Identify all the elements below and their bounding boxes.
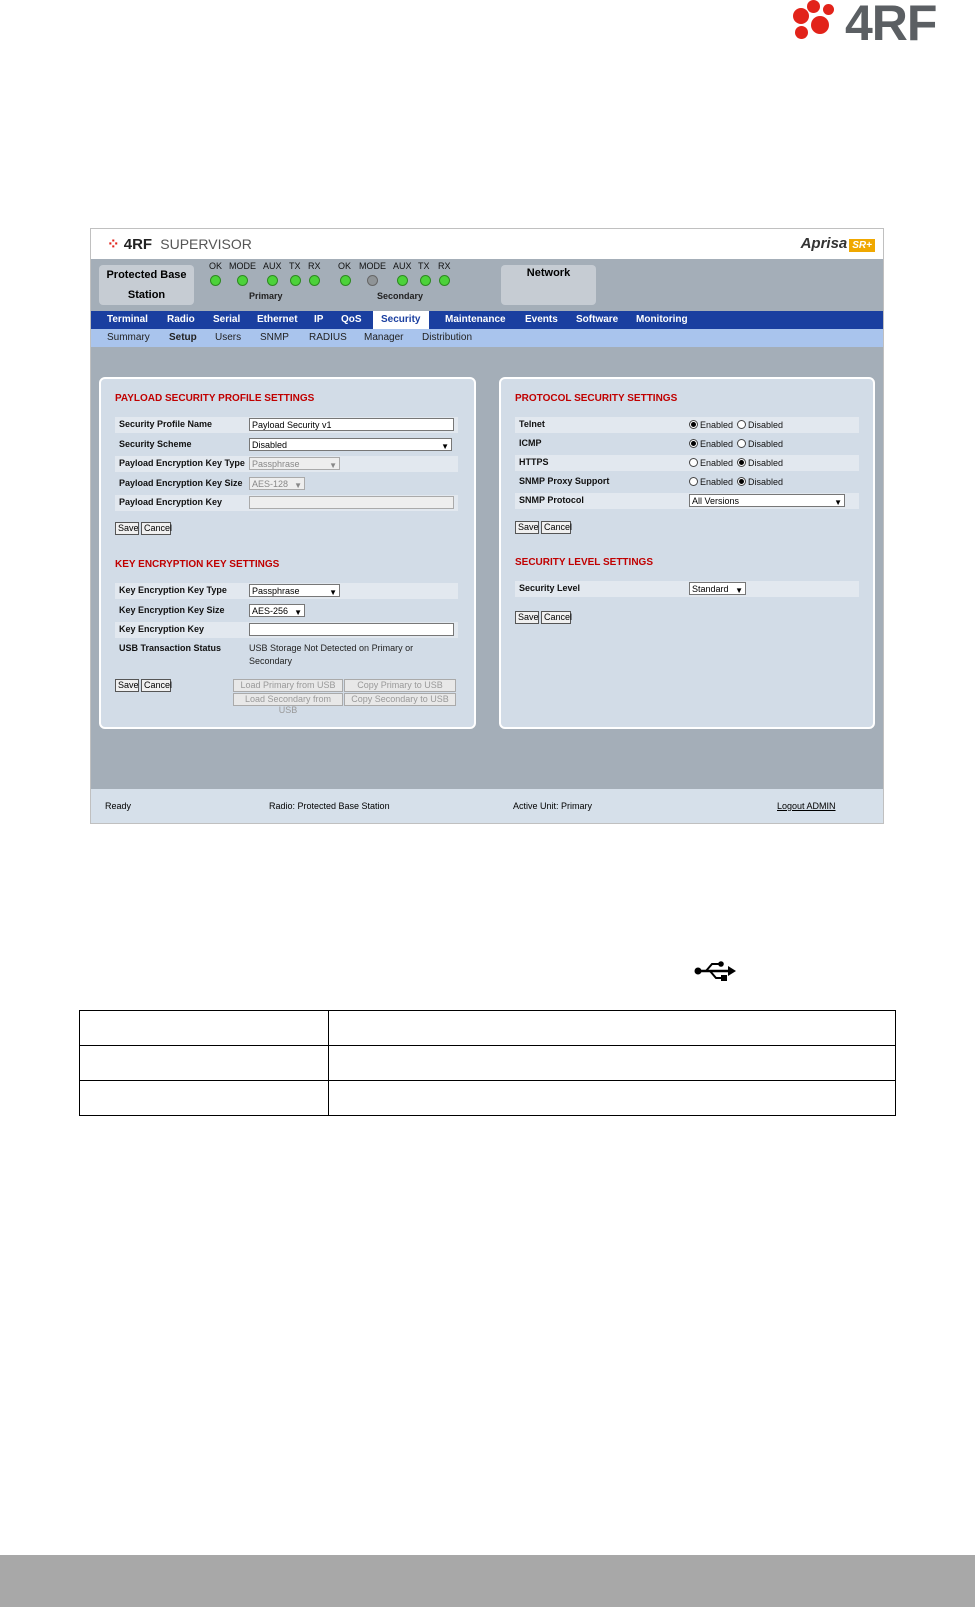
ready-status: Ready [105, 801, 132, 811]
security-scheme-label: Security Scheme [119, 439, 192, 449]
security-level-select[interactable]: Standard ▼ [689, 582, 746, 595]
led-label-ok: OK [338, 261, 352, 271]
protocol-cancel-button[interactable]: Cancel [541, 521, 571, 534]
kek-type-select[interactable]: Passphrase ▼ [249, 584, 340, 597]
subtab-summary[interactable]: Summary [107, 332, 150, 343]
secondary-ok-led [340, 275, 351, 286]
table-row [80, 1046, 896, 1081]
icmp-disabled-radio[interactable] [737, 439, 746, 448]
kek-key-row [115, 622, 458, 638]
https-row: HTTPS Enabled Disabled [515, 455, 859, 471]
telnet-disabled-radio[interactable] [737, 420, 746, 429]
copy-primary-button[interactable]: Copy Primary to USB [344, 679, 456, 692]
protocol-save-button[interactable]: Save [515, 521, 539, 534]
primary-aux-led [267, 275, 278, 286]
payload-security-title: PAYLOAD SECURITY PROFILE SETTINGS [115, 393, 315, 404]
network-box[interactable]: Network [501, 265, 596, 305]
chevron-down-icon: ▼ [329, 461, 337, 470]
subtab-snmp[interactable]: SNMP [260, 332, 289, 343]
protocol-security-title: PROTOCOL SECURITY SETTINGS [515, 393, 678, 404]
snmp-proxy-label: SNMP Proxy Support [519, 476, 610, 486]
payload-security-panel [99, 377, 476, 729]
usb-icon [694, 960, 736, 982]
key-size-row [115, 476, 458, 492]
snmp-proxy-row: SNMP Proxy Support Enabled Disabled [519, 476, 784, 487]
table-row [80, 1081, 896, 1116]
key-size-label: Payload Encryption Key Size [119, 478, 243, 488]
product-logo: Aprisa SR+ [801, 235, 875, 252]
sub-nav [91, 329, 883, 347]
subtab-setup[interactable]: Setup [169, 332, 197, 343]
payload-key-row [115, 495, 458, 511]
led-label-rx: RX [438, 261, 451, 271]
primary-ok-led [210, 275, 221, 286]
usb-status-row [115, 641, 458, 669]
brand-logo [793, 0, 963, 51]
kek-size-label: Key Encryption Key Size [119, 605, 225, 615]
secondary-mode-led [367, 275, 378, 286]
kek-title: KEY ENCRYPTION KEY SETTINGS [115, 559, 280, 570]
kek-size-select[interactable]: AES-256 ▼ [249, 604, 305, 617]
payload-cancel-button[interactable]: Cancel [141, 522, 171, 535]
subtab-users[interactable]: Users [215, 332, 242, 343]
chevron-down-icon: ▼ [329, 588, 337, 597]
primary-label: Primary [249, 291, 283, 301]
security-scheme-row [115, 437, 458, 453]
load-secondary-button[interactable]: Load Secondary from USB [233, 693, 343, 706]
kek-cancel-button[interactable]: Cancel [141, 679, 171, 692]
icmp-row: ICMP Enabled Disabled [519, 438, 784, 449]
chevron-down-icon: ▼ [294, 608, 302, 617]
snmp-proxy-disabled-radio[interactable] [737, 477, 746, 486]
led-label-mode: MODE [359, 261, 386, 271]
chevron-down-icon: ▼ [294, 481, 302, 490]
secondary-rx-led [439, 275, 450, 286]
protocol-security-panel [499, 377, 875, 729]
telnet-label: Telnet [519, 419, 545, 429]
snmp-protocol-label: SNMP Protocol [519, 495, 584, 505]
subtab-manager[interactable]: Manager [364, 332, 404, 343]
primary-mode-led [237, 275, 248, 286]
tab-ip[interactable]: IP [314, 314, 324, 325]
chevron-down-icon: ▼ [441, 442, 449, 451]
profile-name-row [115, 417, 458, 433]
legend-table [79, 1010, 896, 1116]
tab-security[interactable]: Security [373, 311, 429, 329]
secondary-tx-led [420, 275, 431, 286]
tab-serial[interactable]: Serial [213, 314, 241, 325]
telnet-row: Telnet Enabled Disabled [515, 417, 859, 433]
brand-logo-text: 4RF [845, 0, 937, 51]
led-label-tx: TX [418, 261, 430, 271]
icmp-label: ICMP [519, 438, 542, 448]
telnet-enabled-radio[interactable] [689, 420, 698, 429]
tab-maintenance[interactable]: Maintenance [445, 314, 506, 325]
tab-monitoring[interactable]: Monitoring [636, 314, 688, 325]
led-label-tx: TX [289, 261, 301, 271]
kek-size-row [115, 603, 458, 619]
tab-radio[interactable]: Radio [167, 314, 195, 325]
station-name-box[interactable]: Protected Base Station [99, 265, 194, 305]
subtab-distribution[interactable]: Distribution [422, 332, 473, 343]
tab-ethernet[interactable]: Ethernet [257, 314, 298, 325]
led-label-mode: MODE [229, 261, 256, 271]
level-cancel-button[interactable]: Cancel [541, 611, 571, 624]
profile-name-input[interactable]: Payload Security v1 [249, 418, 454, 431]
level-save-button[interactable]: Save [515, 611, 539, 624]
payload-key-type-select[interactable]: Passphrase ▼ [249, 457, 340, 470]
key-type-row [115, 456, 458, 472]
chevron-down-icon: ▼ [834, 498, 842, 507]
supervisor-window [90, 228, 884, 824]
page-footer-bar [0, 1555, 975, 1607]
snmp-protocol-select[interactable]: All Versions ▼ [689, 494, 845, 507]
kek-key-input[interactable] [249, 623, 454, 636]
status-bar [91, 259, 883, 311]
snmp-protocol-row [515, 493, 859, 509]
subtab-radius[interactable]: RADIUS [309, 332, 347, 343]
kek-key-label: Key Encryption Key [119, 624, 205, 634]
chevron-down-icon: ▼ [735, 586, 743, 595]
usb-status-label: USB Transaction Status [119, 643, 222, 653]
supervisor-logo: ⁘ 4RF SUPERVISOR [107, 236, 252, 253]
active-unit-status: Active Unit: Primary [513, 801, 593, 811]
load-primary-button[interactable]: Load Primary from USB [233, 679, 343, 692]
tab-qos[interactable]: QoS [341, 314, 362, 325]
snmp-proxy-enabled-radio[interactable] [689, 477, 698, 486]
security-level-label: Security Level [519, 583, 581, 593]
status-footer [91, 789, 883, 824]
security-level-title: SECURITY LEVEL SETTINGS [515, 557, 653, 568]
radio-status: Radio: Protected Base Station [269, 801, 390, 811]
https-disabled-radio[interactable] [737, 458, 746, 467]
kek-type-row [115, 583, 458, 599]
led-label-aux: AUX [393, 261, 412, 271]
payload-key-label: Payload Encryption Key [119, 497, 223, 507]
primary-tx-led [290, 275, 301, 286]
secondary-label: Secondary [377, 291, 424, 301]
tab-terminal[interactable]: Terminal [107, 314, 148, 325]
payload-save-button[interactable]: Save [115, 522, 139, 535]
key-type-label: Payload Encryption Key Type [119, 458, 245, 468]
https-enabled-radio[interactable] [689, 458, 698, 467]
table-row [80, 1011, 896, 1046]
usb-status-value: USB Storage Not Detected on Primary or Secondary [249, 643, 414, 666]
secondary-aux-led [397, 275, 408, 286]
tab-software[interactable]: Software [576, 314, 619, 325]
main-nav [91, 311, 883, 329]
profile-name-label: Security Profile Name [119, 419, 213, 429]
app-header [91, 229, 883, 259]
kek-save-button[interactable]: Save [115, 679, 139, 692]
payload-key-input[interactable] [249, 496, 454, 509]
kek-type-label: Key Encryption Key Type [119, 585, 227, 595]
led-label-aux: AUX [263, 261, 282, 271]
payload-key-size-select[interactable]: AES-128 ▼ [249, 477, 305, 490]
copy-secondary-button[interactable]: Copy Secondary to USB [344, 693, 456, 706]
primary-rx-led [309, 275, 320, 286]
security-level-row [515, 581, 859, 597]
security-scheme-select[interactable]: Disabled ▼ [249, 438, 452, 451]
https-label: HTTPS [519, 457, 549, 467]
tab-events[interactable]: Events [525, 314, 558, 325]
logout-link[interactable]: Logout ADMIN [777, 801, 836, 811]
icmp-enabled-radio[interactable] [689, 439, 698, 448]
led-label-ok: OK [209, 261, 223, 271]
led-label-rx: RX [308, 261, 321, 271]
